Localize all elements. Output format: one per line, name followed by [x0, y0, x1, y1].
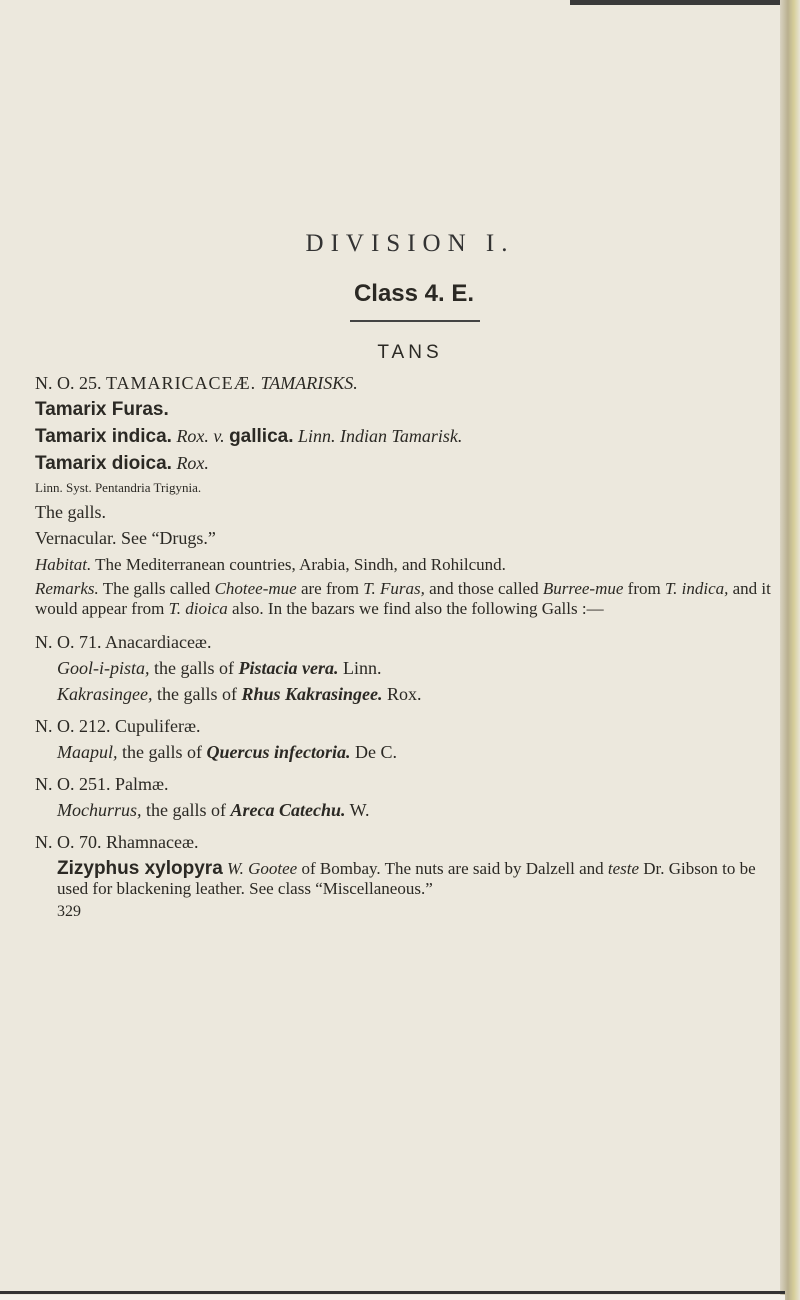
vernacular-line: Vernacular. See “Drugs.” [35, 528, 216, 548]
section-title: TANS [377, 342, 443, 363]
remarks-term: Chotee-mue [214, 579, 297, 598]
page-content [35, 230, 775, 921]
gall-entry [35, 655, 775, 681]
gall-entry [35, 797, 775, 823]
species-name: Tamarix indica. [35, 426, 172, 447]
gall-local-name: Gool-i-pista, [57, 658, 150, 678]
remarks-text: The galls called [102, 579, 211, 598]
order-common-name: TAMARISKS. [260, 373, 358, 393]
linnaean-system: Linn. Syst. Pentandria Trigynia. [35, 480, 202, 495]
species-line [35, 396, 775, 423]
species-authority: Rox. [176, 453, 209, 473]
habitat-text: The Mediterranean countries, Arabia, Sindh, and Rohilcund. [95, 555, 506, 574]
remarks-text: are from [300, 579, 360, 598]
gall-order: N. O. 71. Anacardiaceæ. [35, 632, 212, 652]
species-name: Zizyphus xylopyra [57, 858, 223, 879]
divider-rule [350, 320, 480, 322]
remarks-label: Remarks. [35, 579, 99, 598]
species-authority: W. [227, 859, 244, 878]
gall-authority: Linn. [342, 658, 382, 678]
gall-entry [35, 739, 775, 765]
rhamnaceae-order: N. O. 70. Rhamnaceæ. [35, 832, 199, 852]
gall-text: the galls of [154, 658, 234, 678]
remarks-text: and it would appear from [35, 579, 771, 618]
species-authority: Rox. v. [176, 426, 225, 446]
gall-order: N. O. 212. Cupuliferæ. [35, 716, 201, 736]
gall-local-name: Mochurrus, [57, 800, 142, 820]
gall-species: Pistacia vera. [238, 658, 339, 678]
gall-text: the galls of [156, 684, 237, 704]
rhamnaceae-term: teste [607, 859, 640, 878]
species-name: Tamarix dioica. [35, 453, 172, 474]
remarks-term: Burree-mue [542, 579, 624, 598]
remarks-term: T. Furas, [363, 579, 425, 598]
gall-text: the galls of [122, 742, 202, 762]
gall-species: Areca Catechu. [230, 800, 346, 820]
page-edge-bottom-light [0, 1295, 785, 1300]
gall-local-name: Maapul, [57, 742, 118, 762]
gall-authority: De C. [354, 742, 397, 762]
species-line [35, 450, 775, 477]
order-line [35, 370, 775, 396]
species-synonym: gallica. [229, 426, 294, 447]
gall-entry [35, 681, 775, 707]
local-name: Gootee [248, 859, 298, 878]
species-name: Tamarix Furas. [35, 399, 169, 420]
rhamnaceae-paragraph [35, 859, 775, 899]
remarks-term: T. dioica [168, 599, 228, 618]
species-common-name: Indian Tamarisk. [340, 426, 463, 446]
rhamnaceae-text: Dr. Gibson to be used for blackening leather. See class “Miscellaneous.” [57, 859, 756, 898]
order-number: N. O. 25. [35, 373, 102, 393]
remarks-text: and those called [429, 579, 539, 598]
order-name: TAMARICACEÆ. [106, 373, 257, 393]
page-edge-top [570, 0, 800, 5]
gall-order: N. O. 251. Palmæ. [35, 774, 169, 794]
rhamnaceae-text: of Bombay. The nuts are said by Dalzell and [301, 859, 604, 878]
remarks-term: T. indica, [664, 579, 729, 598]
habitat-paragraph [35, 555, 775, 575]
page-edge-bottom [0, 1291, 785, 1294]
class-title: Class 4. E. [353, 280, 475, 307]
species-line [35, 423, 775, 450]
remarks-text: also. In the bazars we find also the following Galls :— [232, 599, 604, 618]
product-line: The galls. [35, 502, 106, 522]
gall-species: Rhus Kakrasingee. [241, 684, 383, 704]
habitat-label: Habitat. [35, 555, 92, 574]
gall-local-name: Kakrasingee, [57, 684, 153, 704]
gall-species: Quercus infectoria. [206, 742, 351, 762]
gall-authority: Rox. [387, 684, 422, 704]
page-edge-right [780, 0, 800, 1300]
species-authority: Linn. [298, 426, 336, 446]
remarks-paragraph [35, 579, 775, 619]
gall-text: the galls of [146, 800, 226, 820]
division-heading: DIVISION I. [305, 230, 515, 257]
page-number: 329 [57, 903, 81, 920]
gall-authority: W. [349, 800, 370, 820]
remarks-text: from [627, 579, 661, 598]
